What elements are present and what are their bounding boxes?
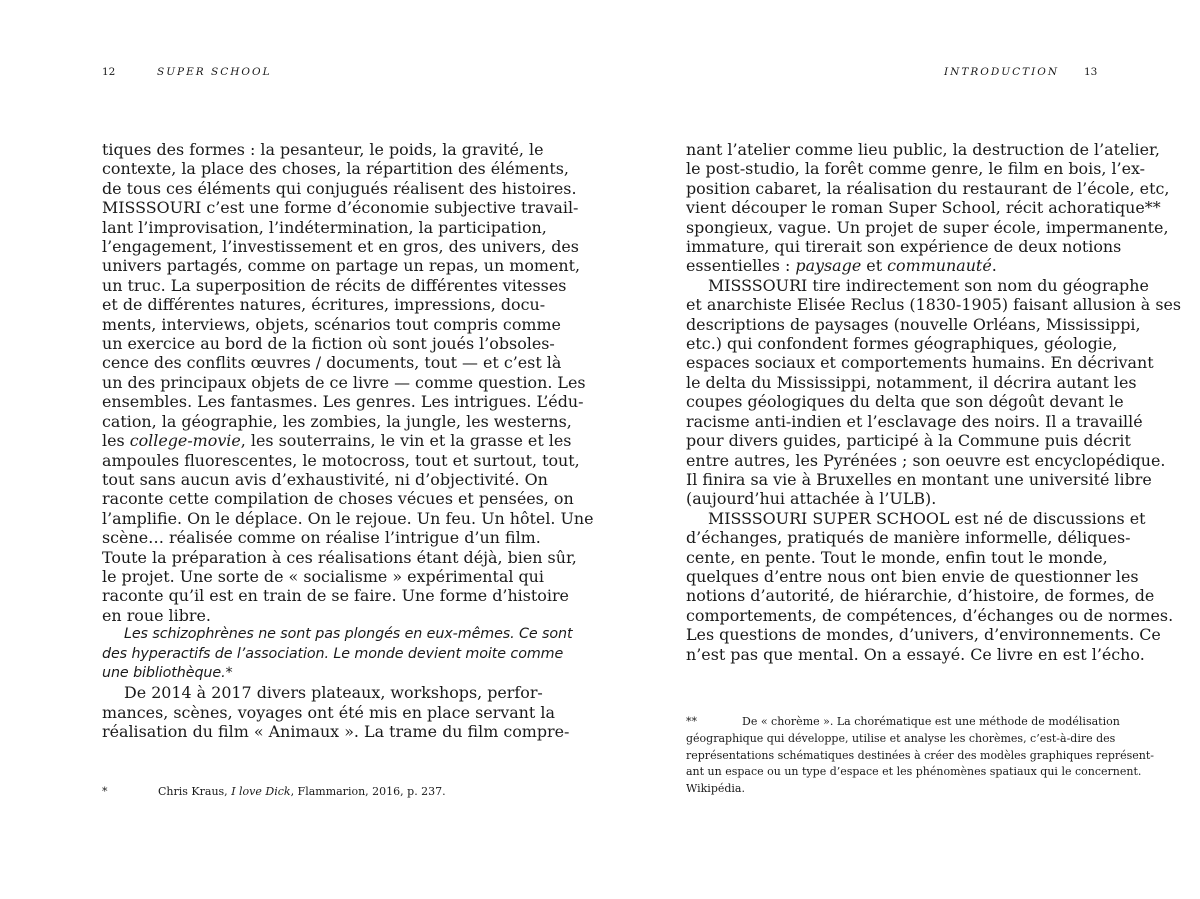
text-line: coupes géologiques du delta que son dégoût devant le <box>686 392 1124 412</box>
quote-line: des hyperactifs de l’association. Le monde devient moite comme <box>102 645 564 662</box>
text-line: le delta du Mississippi, notamment, il décrira autant les <box>686 372 1137 392</box>
text-line: Il finira sa vie à Bruxelles en montant une université libre <box>686 469 1152 489</box>
text-line: lant l’improvisation, l’indétermination, la participation, <box>102 217 547 237</box>
text-line: espaces sociaux et comportements humains. En décrivant <box>686 353 1154 373</box>
text-line: quelques d’entre nous ont bien envie de questionner les <box>686 566 1139 586</box>
footnote-line: Wikipédia. <box>686 782 745 796</box>
text-line: cence des conflits œuvres / documents, tout — et c’est là <box>102 353 562 373</box>
text-line: tiques des formes : la pesanteur, le poids, la gravité, le <box>102 140 544 159</box>
text-line: les college-movie, les souterrains, le vin et la grasse et les <box>102 431 572 451</box>
text-line: réalisation du film « Animaux ». La trame du film compre- <box>102 722 570 742</box>
text-line: et de différentes natures, écritures, impressions, docu- <box>102 295 546 315</box>
text-line: entre autres, les Pyrénées ; son oeuvre est encyclopédique. <box>686 450 1166 470</box>
text-line: pour divers guides, participé à la Commune puis décrit <box>686 431 1131 451</box>
text-line: Toute la préparation à ces réalisations étant déjà, bien sûr, <box>102 547 577 567</box>
text-line: comportements, de compétences, d’échanges ou de normes. <box>686 605 1174 625</box>
text-line: MISSSOURI tire indirectement son nom du géographe <box>708 275 1149 295</box>
running-title: INTRODUCTION <box>944 66 1060 78</box>
page-number: 12 <box>102 66 116 78</box>
text-line: un exercice au bord de la fiction où sont joués l’obsoles- <box>102 334 555 354</box>
page-number: 13 <box>1084 66 1098 78</box>
text-line: position cabaret, la réalisation du restaurant de l’école, etc, <box>686 178 1170 198</box>
text-line: raconte cette compilation de choses vécues et pensées, on <box>102 489 574 509</box>
text-line: MISSSOURI c’est une forme d’économie subjective travail- <box>102 198 579 218</box>
text-line: descriptions de paysages (nouvelle Orléans, Mississippi, <box>686 314 1141 334</box>
footnote-line: géographique qui développe, utilise et analyse les chorèmes, c’est-à-dire des <box>686 731 1116 745</box>
text-line: et anarchiste Elisée Reclus (1830-1905) faisant allusion à ses <box>686 295 1182 315</box>
text-line: etc.) qui confondent formes géographiques, géologie, <box>686 334 1118 354</box>
text-line: immature, qui tirerait son expérience de deux notions <box>686 237 1122 257</box>
text-line: Les questions de mondes, d’univers, d’environnements. Ce <box>686 625 1161 645</box>
left-body-text <box>102 140 594 742</box>
footnote-line: ant un espace ou un type d’espace et les phénomènes spatiaux qui le concernent. <box>686 765 1142 779</box>
quote-line: une bibliothèque.* <box>102 664 233 681</box>
text-line: ampoules fluorescentes, le motocross, tout et surtout, tout, <box>102 450 580 470</box>
text-line: un truc. La superposition de récits de différentes vitesses <box>102 275 567 295</box>
text-line: mances, scènes, voyages ont été mis en place servant la <box>102 702 555 722</box>
text-line: l’amplifie. On le déplace. On le rejoue. Un feu. Un hôtel. Une <box>102 508 594 528</box>
left-footnote <box>102 784 514 801</box>
text-line: essentielles : paysage et communauté. <box>686 256 997 276</box>
running-title: SUPER SCHOOL <box>157 66 272 78</box>
text-line: ensembles. Les fantasmes. Les genres. Les intrigues. L’édu- <box>102 392 584 412</box>
text-line: racisme anti-indien et l’esclavage des noirs. Il a travaillé <box>686 411 1143 431</box>
footnote-line: ** De « chorème ». La chorématique est une méthode de modélisation <box>686 714 1098 731</box>
text-line: vient découper le roman Super School, récit achoratique** <box>686 198 1161 218</box>
text-line: spongieux, vague. Un projet de super école, impermanente, <box>686 217 1169 237</box>
footnote-marker: * <box>102 785 108 798</box>
emphasis-paysage: paysage <box>795 256 862 276</box>
text-line: raconte qu’il est en train de se faire. Une forme d’histoire <box>102 586 569 606</box>
text-line: scène… réalisée comme on réalise l’intrigue d’un film. <box>102 528 541 548</box>
text-line: cation, la géographie, les zombies, la jungle, les westerns, <box>102 411 572 431</box>
text-line: tout sans aucun avis d’exhaustivité, ni d’objectivité. On <box>102 469 548 489</box>
text-line: notions d’autorité, de hiérarchie, d’histoire, de formes, de <box>686 586 1155 606</box>
emphasis-communaute: communauté <box>887 256 992 276</box>
quote-line: Les schizophrènes ne sont pas plongés en eux-mêmes. Ce sont <box>124 626 573 643</box>
right-page <box>600 0 1200 899</box>
text-line: (aujourd’hui attachée à l’ULB). <box>686 489 937 509</box>
text-line: le projet. Une sorte de « socialisme » expérimental qui <box>102 566 544 586</box>
text-line: le post-studio, la forêt comme genre, le film en bois, l’ex- <box>686 159 1146 179</box>
footnote-marker: ** <box>686 715 697 728</box>
text-line: ments, interviews, objets, scénarios tout compris comme <box>102 314 561 334</box>
right-body-text <box>686 140 1182 664</box>
emphasis-college-movie: college-movie <box>129 431 241 451</box>
text-line: univers partagés, comme on partage un repas, un moment, <box>102 256 581 276</box>
text-line: d’échanges, pratiqués de manière informelle, déliques- <box>686 528 1131 548</box>
text-line: n’est pas que mental. On a essayé. Ce livre en est l’écho. <box>686 644 1145 664</box>
footnote-line: représentations schématiques destinées à créer des modèles graphiques représent- <box>686 748 1155 762</box>
footnote-text-post: , Flammarion, 2016, p. 237. <box>290 785 446 798</box>
text-line: en roue libre. <box>102 605 211 625</box>
text-line: MISSSOURI SUPER SCHOOL est né de discussions et <box>708 508 1146 528</box>
text-line: de tous ces éléments qui conjugués réalisent des histoires. <box>102 178 577 198</box>
text-line: l’engagement, l’investissement et en gros, des univers, des <box>102 237 579 257</box>
text-line: cente, en pente. Tout le monde, enfin tout le monde, <box>686 547 1108 567</box>
text-line: un des principaux objets de ce livre — comme question. Les <box>102 372 586 392</box>
footnote-text-pre: Chris Kraus, <box>158 785 232 798</box>
text-line: De 2014 à 2017 divers plateaux, workshops, perfor- <box>124 683 543 703</box>
right-footnote <box>686 714 1155 798</box>
footnote-book-title: I love Dick <box>231 785 291 798</box>
text-line: nant l’atelier comme lieu public, la destruction de l’atelier, <box>686 140 1160 159</box>
text-line: contexte, la place des choses, la répartition des éléments, <box>102 159 569 179</box>
